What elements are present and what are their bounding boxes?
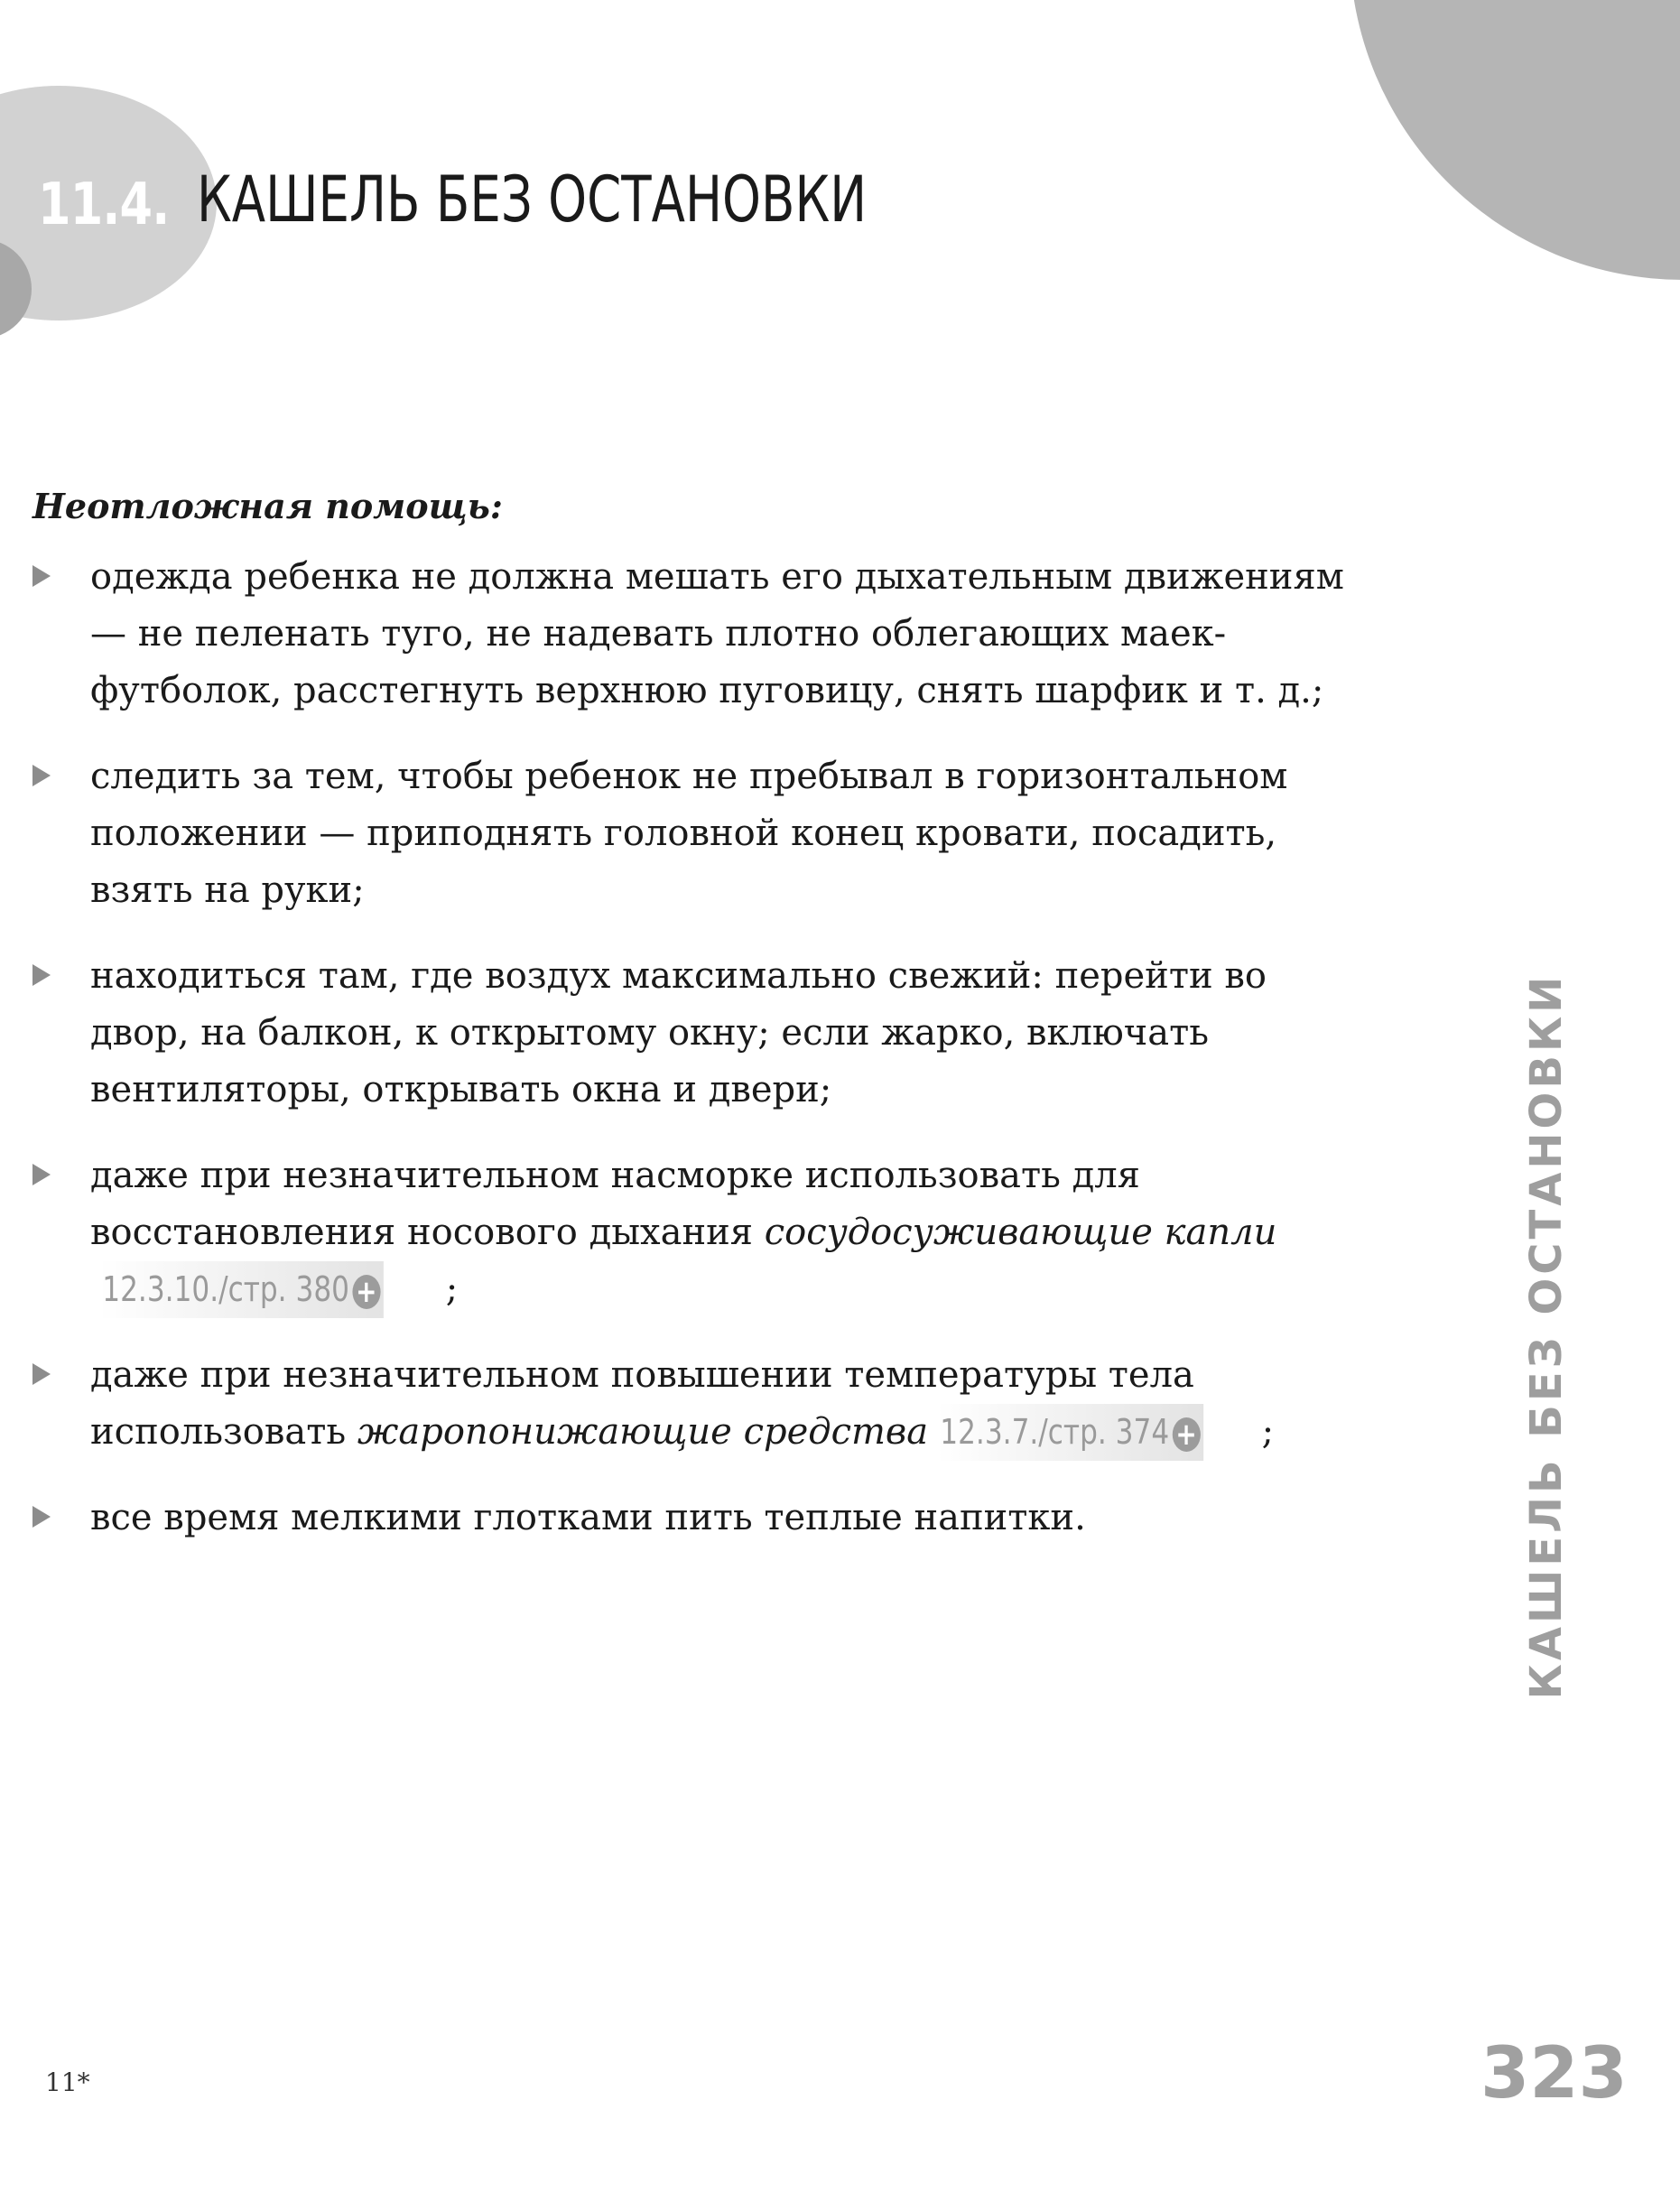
list-item (32, 1147, 1369, 1318)
list-item (32, 549, 1369, 720)
footnote-mark: 11* (45, 2067, 90, 2097)
corner-decoration-circle (1350, 0, 1680, 280)
list-item-text: все время мелкими глотками пить теплые напитки. (90, 1497, 1086, 1538)
list-item (32, 1490, 1369, 1547)
triangle-right-icon (32, 1506, 51, 1528)
triangle-right-icon (32, 964, 51, 986)
list-item-text-part: ; (1261, 1411, 1275, 1453)
cross-reference-label: 12.3.7./стр. 374 (940, 1412, 1170, 1452)
triangle-right-icon (32, 565, 51, 587)
cross-reference-link[interactable] (99, 1261, 384, 1318)
drug-name: жаропонижающие средства (357, 1411, 929, 1453)
list-item-text: следить за тем, чтобы ребенок не пребывал в горизонтальном положении — приподнять головной конец кровати, посадить, взять на руки; (90, 756, 1288, 911)
side-chapter-label: КАШЕЛЬ БЕЗ ОСТАНОВКИ (1521, 972, 1572, 1700)
drug-name: сосудосуживающие капли (764, 1212, 1277, 1253)
list-item-text-part: даже при незначительном насморке использовать для восстановления носового дыхания (90, 1155, 1140, 1253)
page-number: 323 (1480, 2033, 1628, 2114)
list-item-text (90, 1347, 1369, 1461)
instruction-list (32, 549, 1369, 1575)
list-item-text-part: ; (445, 1268, 459, 1310)
triangle-right-icon (32, 1363, 51, 1385)
list-item-text: находиться там, где воздух максимально свежий: перейти во двор, на балкон, к открытому окну; если жарко, включать вентиляторы, открывать окна и двери; (90, 955, 1267, 1110)
cross-reference-link[interactable] (937, 1404, 1203, 1461)
list-item-text (90, 1147, 1369, 1318)
triangle-right-icon (32, 765, 51, 786)
emergency-heading: Неотложная помощь: (32, 486, 503, 526)
list-item-text: одежда ребенка не должна мешать его дыхательным движениям — не пеленать туго, не надевать плотно облегающих маек-футболок, расстегнуть верхнюю пуговицу, снять шарфик и т. д.; (90, 556, 1344, 711)
plus-circle-icon: + (352, 1275, 380, 1309)
list-item-text-part: даже при незначительном повышении температуры тела использовать (90, 1354, 1194, 1453)
triangle-right-icon (32, 1164, 51, 1185)
cross-reference-label: 12.3.10./стр. 380 (102, 1269, 349, 1309)
list-item (32, 948, 1369, 1119)
section-title: КАШЕЛЬ БЕЗ ОСТАНОВКИ (197, 163, 868, 237)
plus-circle-icon: + (1172, 1417, 1200, 1452)
list-item (32, 1347, 1369, 1461)
section-number: 11.4. (38, 172, 170, 238)
list-item (32, 748, 1369, 919)
